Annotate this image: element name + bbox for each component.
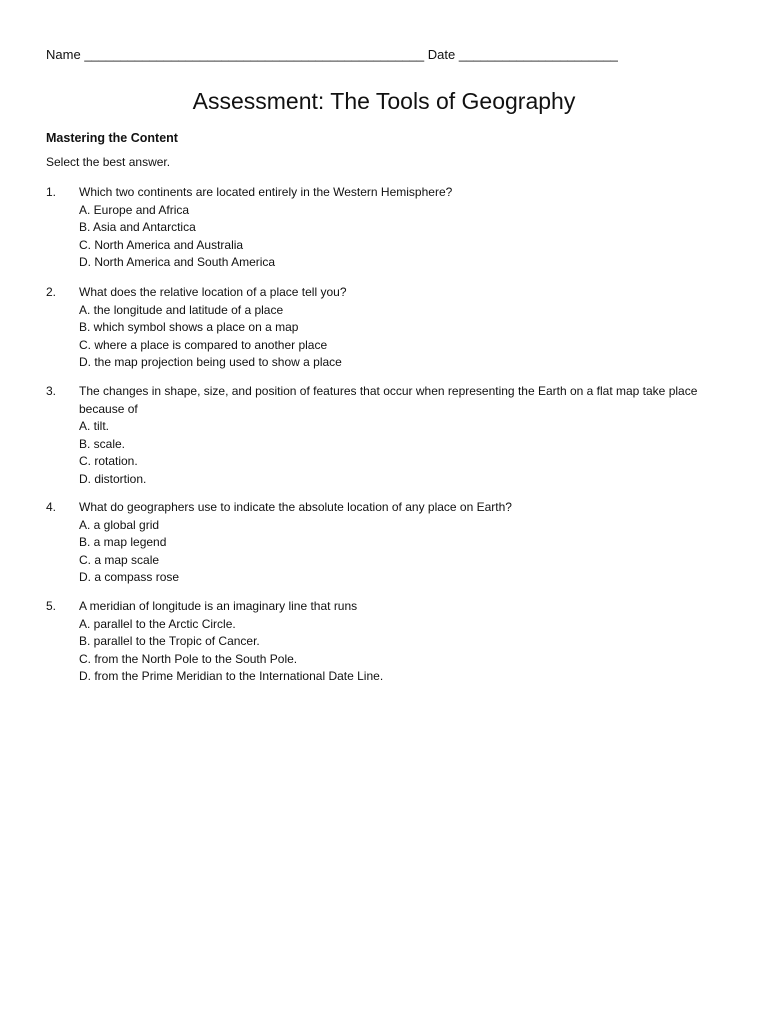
question-number: 2. <box>46 285 57 299</box>
question-body <box>79 184 719 272</box>
answer-option-c: C. rotation. <box>79 454 138 469</box>
answer-option-a: A. the longitude and latitude of a place <box>79 302 284 317</box>
answer-option-c: C. from the North Pole to the South Pole. <box>79 651 298 666</box>
question-text: What does the relative location of a place tell you? <box>79 285 347 299</box>
answer-option-b: B. Asia and Antarctica <box>79 220 196 235</box>
question-number: 4. <box>46 500 57 514</box>
answer-option-d: D. distortion. <box>79 471 147 486</box>
name-label: Name <box>46 47 81 62</box>
question-text: A meridian of longitude is an imaginary line that runs <box>79 599 358 613</box>
question-body <box>79 383 719 489</box>
answer-option-d: D. a compass rose <box>79 570 180 585</box>
answer-option-a: A. Europe and Africa <box>79 202 190 217</box>
question-number: 5. <box>46 599 57 613</box>
instructions: Select the best answer. <box>46 155 171 169</box>
date-blank: ______________________ <box>458 47 618 62</box>
question-text: What do geographers use to indicate the absolute location of any place on Earth? <box>79 500 512 514</box>
question-text: The changes in shape, size, and position of features that occur when representing the Earth on a flat map take place because of <box>79 384 698 416</box>
name-date-line <box>46 47 618 62</box>
question-body <box>79 284 719 372</box>
question-body <box>79 598 719 686</box>
answer-option-d: D. from the Prime Meridian to the International Date Line. <box>79 669 384 684</box>
question-number: 3. <box>46 384 57 398</box>
answer-option-a: A. tilt. <box>79 419 110 434</box>
section-heading: Mastering the Content <box>46 131 178 145</box>
answer-option-b: B. a map legend <box>79 535 167 550</box>
answer-option-a: A. parallel to the Arctic Circle. <box>79 616 236 631</box>
answer-option-b: B. scale. <box>79 436 126 451</box>
answer-option-d: D. North America and South America <box>79 255 276 270</box>
answer-option-c: C. where a place is compared to another place <box>79 337 328 352</box>
answer-option-c: C. a map scale <box>79 552 160 567</box>
date-label: Date <box>427 47 456 62</box>
name-blank: _______________________________________________ <box>84 47 425 62</box>
answer-option-b: B. parallel to the Tropic of Cancer. <box>79 634 260 649</box>
answer-option-c: C. North America and Australia <box>79 237 244 252</box>
question-body <box>79 499 719 587</box>
answer-option-d: D. the map projection being used to show a place <box>79 355 342 370</box>
question-number: 1. <box>46 185 57 199</box>
page-title: Assessment: The Tools of Geography <box>192 88 576 114</box>
question-text: Which two continents are located entirely in the Western Hemisphere? <box>79 185 453 199</box>
answer-option-b: B. which symbol shows a place on a map <box>79 320 299 335</box>
answer-option-a: A. a global grid <box>79 517 160 532</box>
